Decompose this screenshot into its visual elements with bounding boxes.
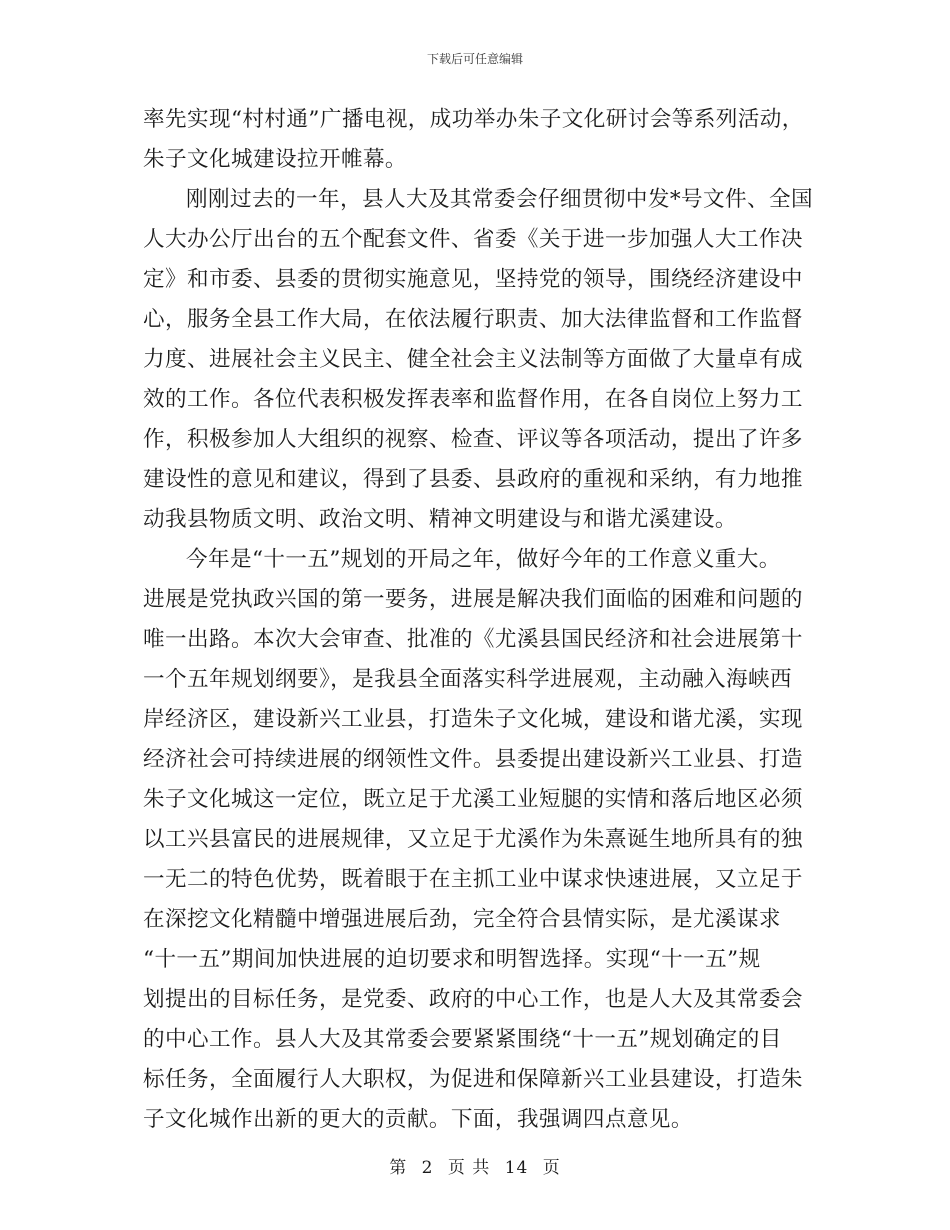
- text-line: 一个五年规划纲要》，是我县全面落实科学进展观，主动融入海峡西: [143, 667, 793, 692]
- text-line: 朱子文化城这一定位，既立足于尤溪工业短腿的实情和落后地区必须: [143, 787, 803, 812]
- text-line: 划提出的目标任务，是党委、政府的中心工作，也是人大及其常委会: [143, 987, 803, 1012]
- text-line: 定》和市委、县委的贯彻实施意见，坚持党的领导，围绕经济建设中: [143, 267, 803, 292]
- header-text: 下载后可任意编辑: [426, 52, 523, 66]
- text-line: 一无二的特色优势，既着眼于在主抓工业中谋求快速进展，又立足于: [143, 867, 803, 892]
- page-footer: [0, 1153, 950, 1178]
- paragraph-1: [143, 100, 807, 180]
- text-line: 在深挖文化精髓中增强进展后劲，完全符合县情实际，是尤溪谋求: [143, 907, 781, 932]
- text-line: “十一五”期间加快进展的迫切要求和明智选择。实现“十一五”规: [143, 947, 761, 972]
- text-line: 心，服务全县工作大局，在依法履行职责、加大法律监督和工作监督: [143, 307, 803, 332]
- text-line: 建设性的意见和建议，得到了县委、县政府的重视和采纳，有力地推: [143, 467, 803, 492]
- text-line: 朱子文化城建设拉开帷幕。: [143, 147, 407, 172]
- text-line: 人大办公厅出台的五个配套文件、省委《关于进一步加强人大工作决: [143, 227, 803, 252]
- text-line: 的中心工作。县人大及其常委会要紧紧围绕“十一五”规划确定的目: [143, 1027, 782, 1052]
- page-number-total: 14: [504, 1158, 529, 1178]
- text-line: 进展是党执政兴国的第一要务，进展是解决我们面临的困难和问题的: [143, 587, 803, 612]
- page-number-current: 2: [421, 1158, 434, 1178]
- text-line: 子文化城作出新的更大的贡献。下面，我强调四点意见。: [143, 1107, 693, 1132]
- page-number-prefix: 第: [389, 1158, 408, 1178]
- text-line: 今年是“十一五”规划的开局之年，做好今年的工作意义重大。: [186, 547, 781, 572]
- text-line: 力度、进展社会主义民主、健全社会主义法制等方面做了大量卓有成: [143, 347, 803, 372]
- text-line: 效的工作。各位代表积极发挥表率和监督作用，在各自岗位上努力工: [143, 387, 803, 412]
- page-number-suffix: 页: [542, 1158, 561, 1178]
- text-line: 动我县物质文明、政治文明、精神文明建设与和谐尤溪建设。: [143, 507, 737, 532]
- text-line: 以工兴县富民的进展规律，又立足于尤溪作为朱熹诞生地所具有的独: [143, 827, 803, 852]
- text-line: 唯一出路。本次大会审查、批准的《尤溪县国民经济和社会进展第十: [143, 627, 803, 652]
- page-number-middle: 页 共: [447, 1158, 491, 1178]
- document-body: [143, 100, 814, 1140]
- text-line: 刚刚过去的一年，县人大及其常委会仔细贯彻中发*号文件、全国: [186, 187, 814, 212]
- text-line: 经济社会可持续进展的纲领性文件。县委提出建设新兴工业县、打造: [143, 747, 803, 772]
- page-header: [0, 50, 950, 67]
- paragraph-2: [143, 180, 814, 540]
- text-line: 标任务，全面履行人大职权，为促进和保障新兴工业县建设，打造朱: [143, 1067, 803, 1092]
- text-line: 岸经济区，建设新兴工业县，打造朱子文化城，建设和谐尤溪，实现: [143, 707, 803, 732]
- text-line: 作，积极参加人大组织的视察、检查、评议等各项活动，提出了许多: [143, 427, 803, 452]
- paragraph-3: [143, 540, 807, 1140]
- text-line: 率先实现“村村通”广播电视，成功举办朱子文化研讨会等系列活动，: [143, 107, 804, 132]
